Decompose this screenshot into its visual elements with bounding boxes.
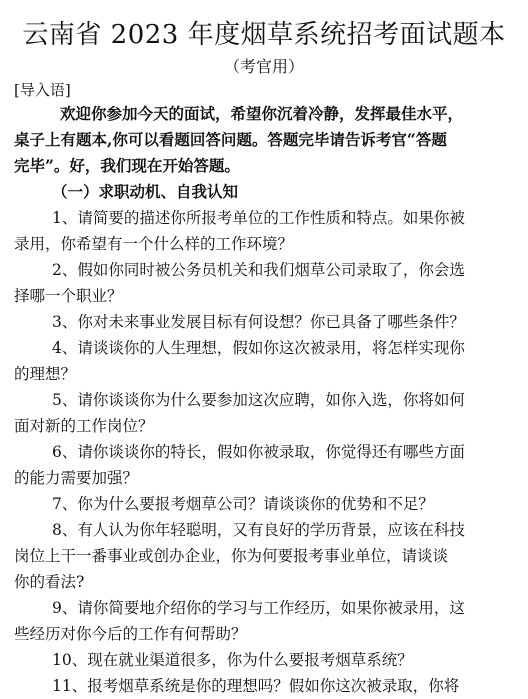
intro-label: [导入语] <box>14 81 71 99</box>
question-line: 1、请简要的描述你所报考单位的工作性质和特点。如果你被 <box>52 209 465 227</box>
document-subtitle: （考官用） <box>223 57 304 76</box>
section-heading: （一）求职动机、自我认知 <box>52 182 239 201</box>
document-title: 云南省 2023 年度烟草系统招考面试题本 <box>22 20 506 50</box>
question-line: 面对新的工作岗位？ <box>14 417 154 435</box>
question-line: 5、请你谈谈你为什么要参加这次应聘，如你入选，你将如何 <box>52 391 465 409</box>
question-line: 11、报考烟草系统是你的理想吗？假如你这次被录取，你将 <box>52 677 460 695</box>
question-line: 的理想？ <box>14 365 77 383</box>
question-line: 7、你为什么要报考烟草公司？请谈谈你的优势和不足？ <box>52 495 434 513</box>
question-line: 10、现在就业渠道很多，你为什么要报考烟草系统？ <box>52 651 413 669</box>
question-line: 2、假如你同时被公务员机关和我们烟草公司录取了，你会选 <box>52 261 465 279</box>
question-line: 9、请你简要地介绍你的学习与工作经历，如果你被录用，这 <box>52 599 465 617</box>
question-line: 择哪一个职业？ <box>14 287 123 305</box>
question-line: 些经历对你今后的工作有何帮助？ <box>14 625 247 643</box>
question-line: 4、请谈谈你的人生理想，假如你这次被录用，将怎样实现你 <box>52 339 465 357</box>
question-line: 岗位上干一番事业或创办企业，你为何要报考事业单位，请谈谈 <box>14 547 449 565</box>
question-line: 8、有人认为你年轻聪明，又有良好的学历背景，应该在科技 <box>52 521 465 539</box>
question-line: 的能力需要加强？ <box>14 469 139 487</box>
intro-line: 欢迎你参加今天的面试，希望你沉着冷静，发挥最佳水平， <box>60 104 464 123</box>
intro-line: 桌子上有题本,你可以看题回答问题。答题完毕请告诉考官“答题 <box>14 130 447 149</box>
question-line: 3、你对未来事业发展目标有何设想？你已具备了哪些条件？ <box>52 313 465 331</box>
intro-line: 完毕”。好，我们现在开始答题。 <box>14 156 240 175</box>
question-line: 录用，你希望有一个什么样的工作环境？ <box>14 235 294 253</box>
question-line: 6、请你谈谈你的特长，假如你被录取，你觉得还有哪些方面 <box>52 443 465 461</box>
question-line: 你的看法? <box>14 573 85 591</box>
